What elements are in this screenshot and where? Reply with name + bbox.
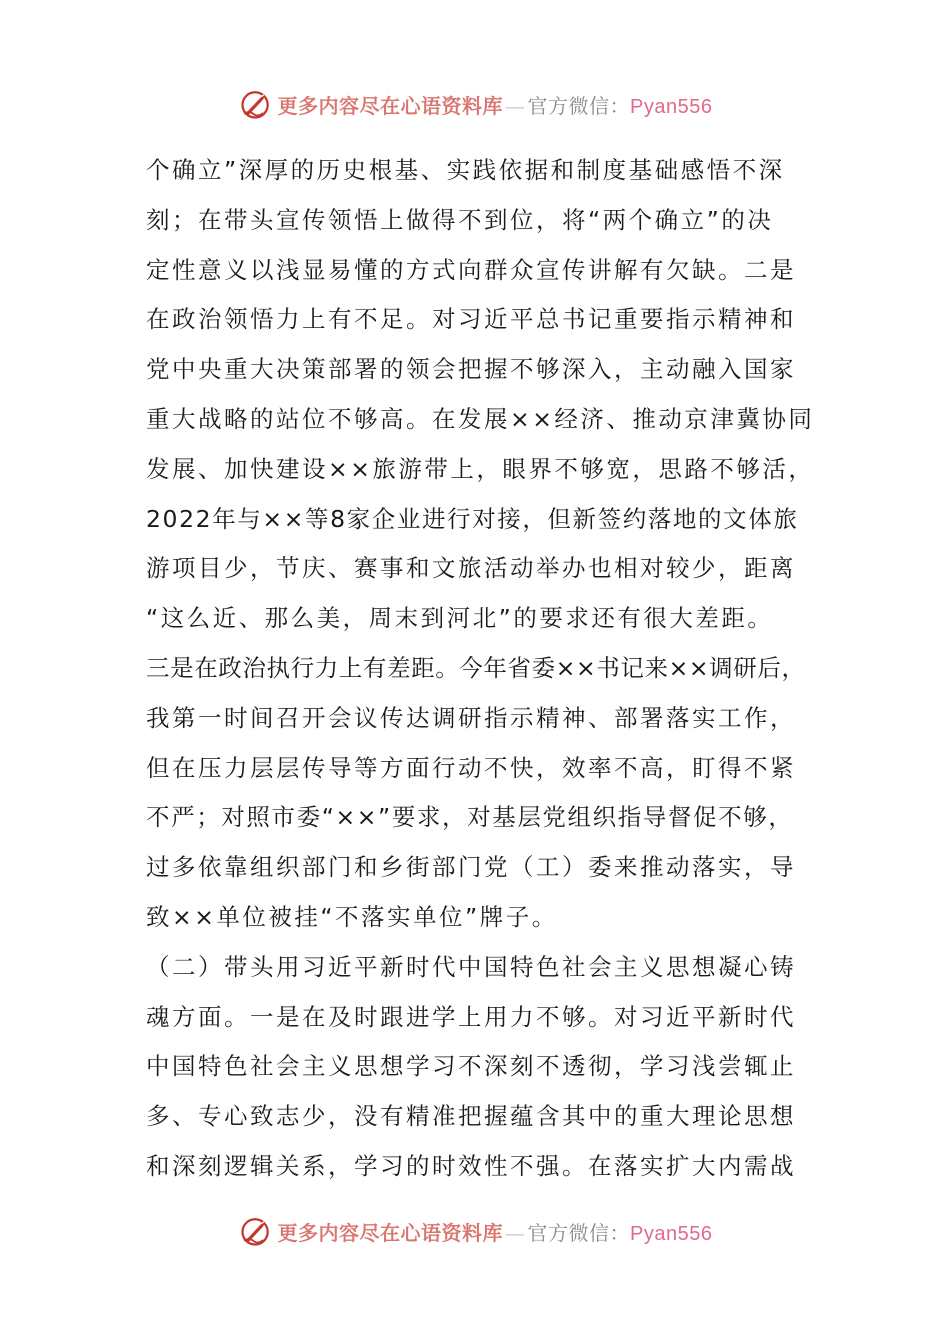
footer-watermark <box>0 1211 950 1251</box>
body-line: 多、专心致志少，没有精准把握蕴含其中的重大理论思想 <box>146 1102 796 1131</box>
pen-logo-icon <box>238 1213 274 1249</box>
body-line: 不严；对照市委“××”要求，对基层党组织指导督促不够， <box>146 803 794 832</box>
body-line: 致××单位被挂“不落实单位”牌子。 <box>146 902 558 931</box>
body-line: 我第一时间召开会议传达调研指示精神、部署落实工作， <box>146 703 796 732</box>
body-line: 过多依靠组织部门和乡街部门党（工）委来推动落实，导 <box>146 853 796 882</box>
body-line: 党中央重大决策部署的领会把握不够深入，主动融入国家 <box>146 355 796 384</box>
body-line: 和深刻逻辑关系，学习的时效性不强。在落实扩大内需战 <box>146 1151 796 1180</box>
watermark-brand: 更多内容尽在心语资料库 <box>277 93 504 118</box>
watermark-text <box>278 90 713 119</box>
body-line: “这么近、那么美，周末到河北”的要求还有很大差距。 <box>146 604 774 633</box>
body-line: 游项目少，节庆、赛事和文旅活动举办也相对较少，距离 <box>146 554 796 583</box>
document-body <box>146 146 826 1192</box>
body-line: 中国特色社会主义思想学习不深刻不透彻，学习浅尝辄止 <box>146 1052 796 1081</box>
header-watermark <box>0 84 950 124</box>
watermark-dash: — <box>505 93 526 118</box>
body-line: 在政治领悟力上有不足。对习近平总书记重要指示精神和 <box>146 305 796 334</box>
body-line: 但在压力层层传导等方面行动不快，效率不高，盯得不紧 <box>146 753 796 782</box>
body-line: 刻；在带头宣传领悟上做得不到位，将“两个确立”的决 <box>146 205 774 234</box>
body-line: 个确立”深厚的历史根基、实践依据和制度基础感悟不深 <box>146 156 785 184</box>
watermark-dash: — <box>505 1220 526 1245</box>
watermark-wechat-id: Pyan556 <box>630 95 713 118</box>
body-line: 三是在政治执行力上有差距。今年省委××书记来××调研后， <box>146 653 806 682</box>
body-line: 定性意义以浅显易懂的方式向群众宣传讲解有欠缺。二是 <box>146 255 796 284</box>
watermark-wechat-id: Pyan556 <box>630 1222 713 1245</box>
watermark-brand: 更多内容尽在心语资料库 <box>277 1220 504 1245</box>
watermark-label: 官方微信： <box>527 93 631 118</box>
body-line: 2022年与××等8家企业进行对接，但新签约落地的文体旅 <box>146 504 799 533</box>
watermark-label: 官方微信： <box>527 1220 631 1245</box>
section-heading-line: （二）带头用习近平新时代中国特色社会主义思想凝心铸 <box>146 952 796 981</box>
watermark-text <box>278 1217 713 1246</box>
body-line: 重大战略的站位不够高。在发展××经济、推动京津冀协同 <box>146 404 815 433</box>
body-line: 发展、加快建设××旅游带上，眼界不够宽，思路不够活， <box>146 454 815 483</box>
body-line: 魂方面。一是在及时跟进学上用力不够。对习近平新时代 <box>146 1002 796 1031</box>
pen-logo-icon <box>238 86 274 122</box>
